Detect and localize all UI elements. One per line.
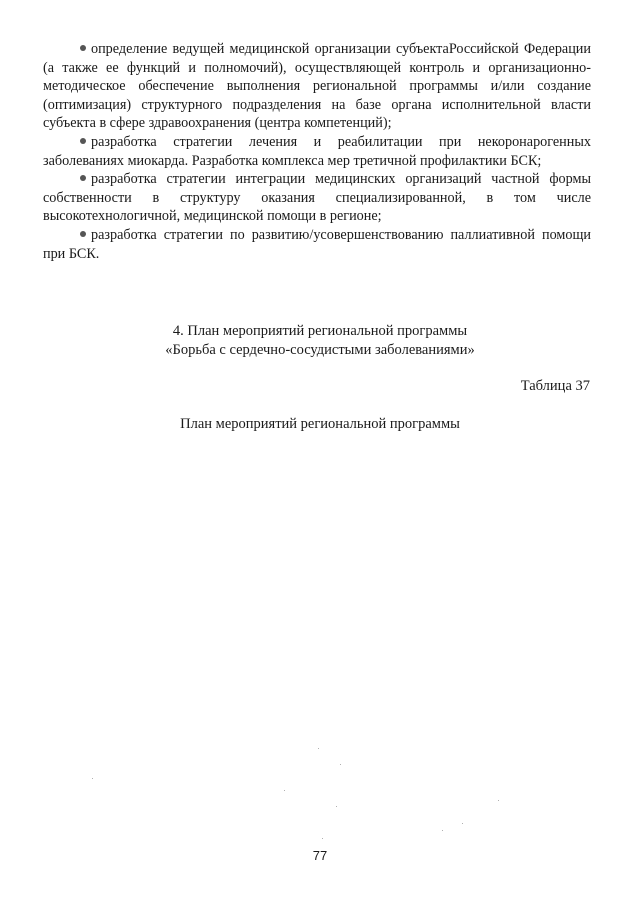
scan-speck bbox=[284, 790, 285, 791]
bullet-text: разработка стратегии интеграции медицинских организаций частной формы собственности в структуру оказания специализированной, в том числе высокотехнологичной, медицинской помощи в регионе; bbox=[43, 171, 591, 225]
section-heading-line-1: 4. План мероприятий региональной программы bbox=[172, 323, 468, 339]
table-title: План мероприятий региональной программы bbox=[180, 416, 460, 432]
list-item bbox=[43, 40, 591, 133]
scan-speck bbox=[498, 800, 499, 801]
scan-speck bbox=[318, 748, 319, 749]
bullet-text: разработка стратегии по развитию/усовершенствованию паллиативной помощи при БСК. bbox=[43, 226, 591, 262]
bullet-text: определение ведущей медицинской организации субъектаРоссийской Федерации (а также ее функций и полномочий), осуществляющей контроль и организационно-методическое обеспечение выполнения региональной программы и/или создание (оптимизация) структурного подразделения на базе органа исполнительной власти субъекта в сфере здравоохранения (центра компетенций); bbox=[43, 41, 591, 132]
bullet-text: разработка стратегии лечения и реабилитации при некоронарогенных заболеваниях миокарда. Разработка комплекса мер третичной профилактики БСК; bbox=[43, 133, 591, 169]
scan-speck bbox=[340, 764, 341, 765]
table-number-label: Таблица 37 bbox=[520, 378, 590, 394]
bullet-icon bbox=[80, 45, 86, 51]
list-item bbox=[43, 226, 591, 263]
scan-speck bbox=[336, 806, 337, 807]
bullet-icon bbox=[80, 231, 86, 237]
scan-speck bbox=[322, 838, 323, 839]
bullet-icon bbox=[80, 175, 86, 181]
bullet-list bbox=[43, 40, 591, 263]
list-item bbox=[43, 170, 591, 226]
scan-speck bbox=[92, 778, 93, 779]
section-heading bbox=[0, 322, 640, 360]
section-heading-line-2: «Борьба с сердечно-сосудистыми заболеваниями» bbox=[165, 342, 475, 358]
bullet-icon bbox=[80, 138, 86, 144]
scan-speck bbox=[462, 823, 463, 824]
page-number: 77 bbox=[312, 848, 328, 863]
list-item bbox=[43, 133, 591, 170]
scan-speck bbox=[442, 830, 443, 831]
